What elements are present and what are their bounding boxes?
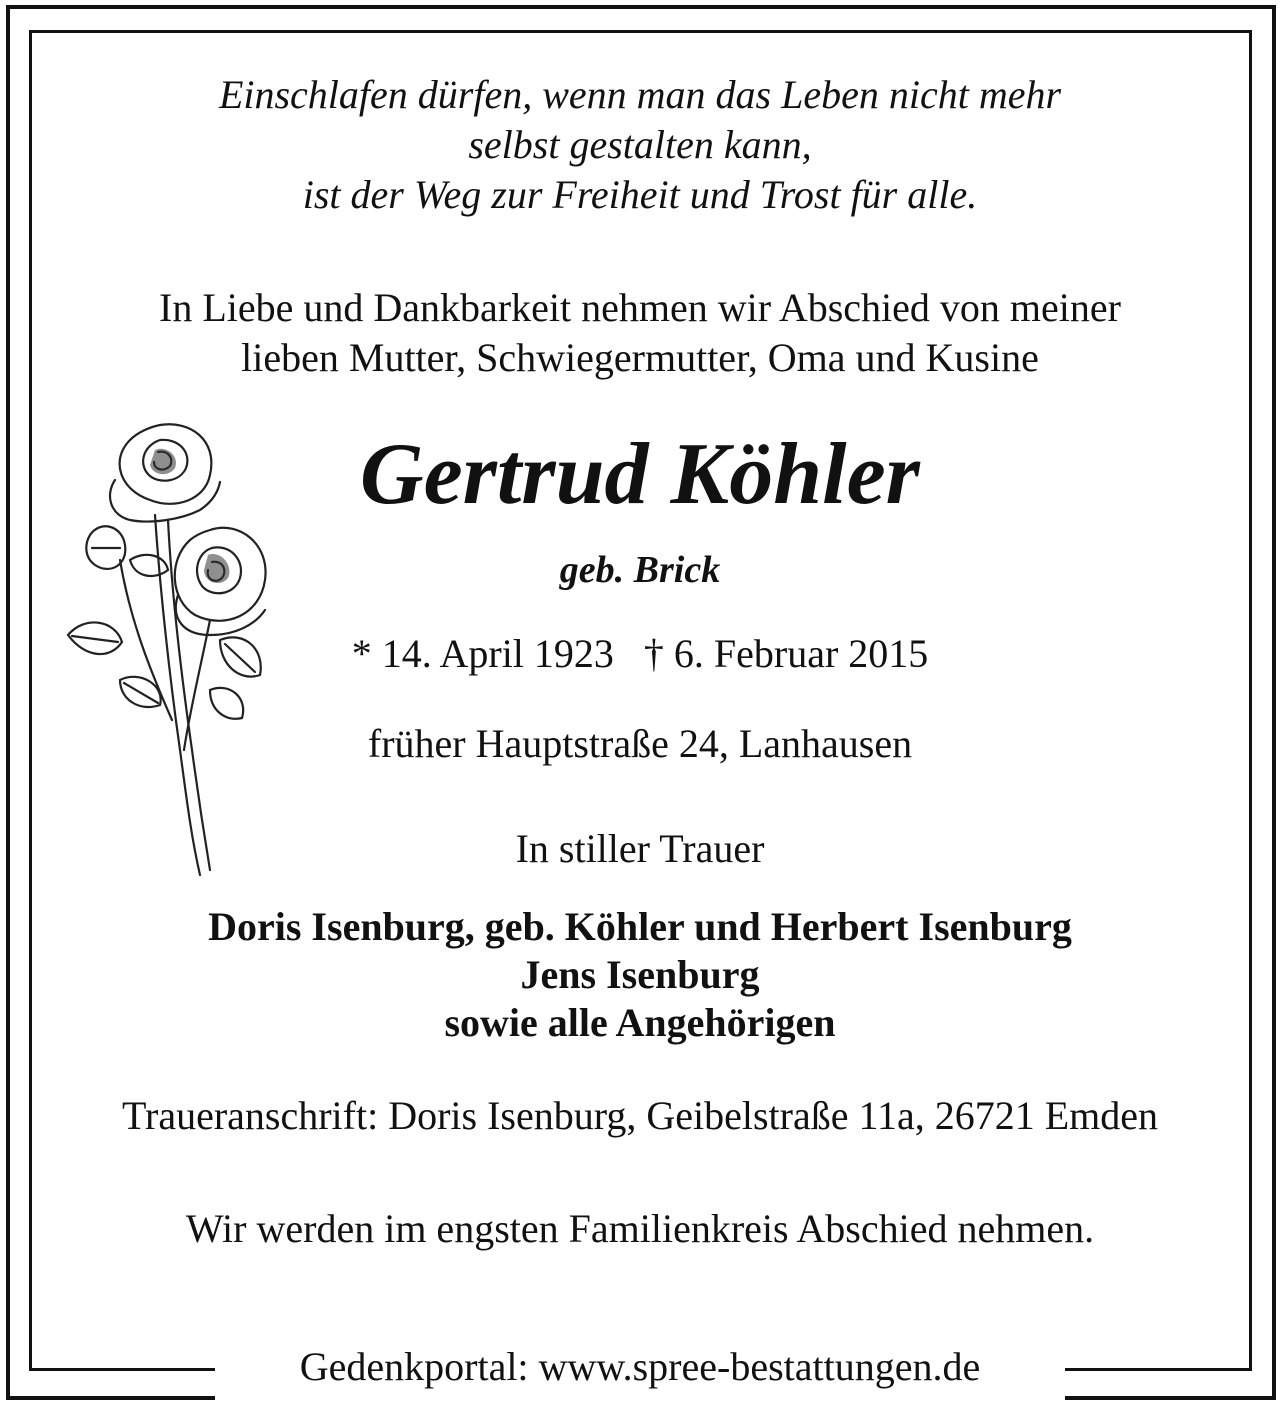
intro-line-2: lieben Mutter, Schwiegermutter, Oma und Kusine xyxy=(241,335,1039,380)
memorial-portal-link[interactable]: Gedenkportal: www.spree-bestattungen.de xyxy=(299,1344,981,1389)
quote-line-1: Einschlafen dürfen, wenn man das Leben nicht mehr xyxy=(218,72,1062,117)
mourner-line-2: Jens Isenburg xyxy=(520,952,760,997)
quote-line-3: ist der Weg zur Freiheit und Trost für alle. xyxy=(302,172,978,217)
life-dates: * 14. April 1923 † 6. Februar 2015 xyxy=(351,631,929,676)
family-note: Wir werden im engsten Familienkreis Abschied nehmen. xyxy=(185,1206,1095,1251)
deceased-name: Gertrud Köhler xyxy=(360,426,920,523)
maiden-name: geb. Brick xyxy=(559,549,721,591)
mourner-line-3: sowie alle Angehörigen xyxy=(444,1000,836,1045)
intro-line-1: In Liebe und Dankbarkeit nehmen wir Abschied von meiner xyxy=(159,285,1121,330)
former-address: früher Hauptstraße 24, Lanhausen xyxy=(367,721,913,766)
quote-line-2: selbst gestalten kann, xyxy=(468,122,812,167)
mourner-line-1: Doris Isenburg, geb. Köhler und Herbert Isenburg xyxy=(208,904,1072,949)
mourning-address: Traueranschrift: Doris Isenburg, Geibelstraße 11a, 26721 Emden xyxy=(121,1093,1159,1138)
mourning-phrase: In stiller Trauer xyxy=(515,826,765,871)
